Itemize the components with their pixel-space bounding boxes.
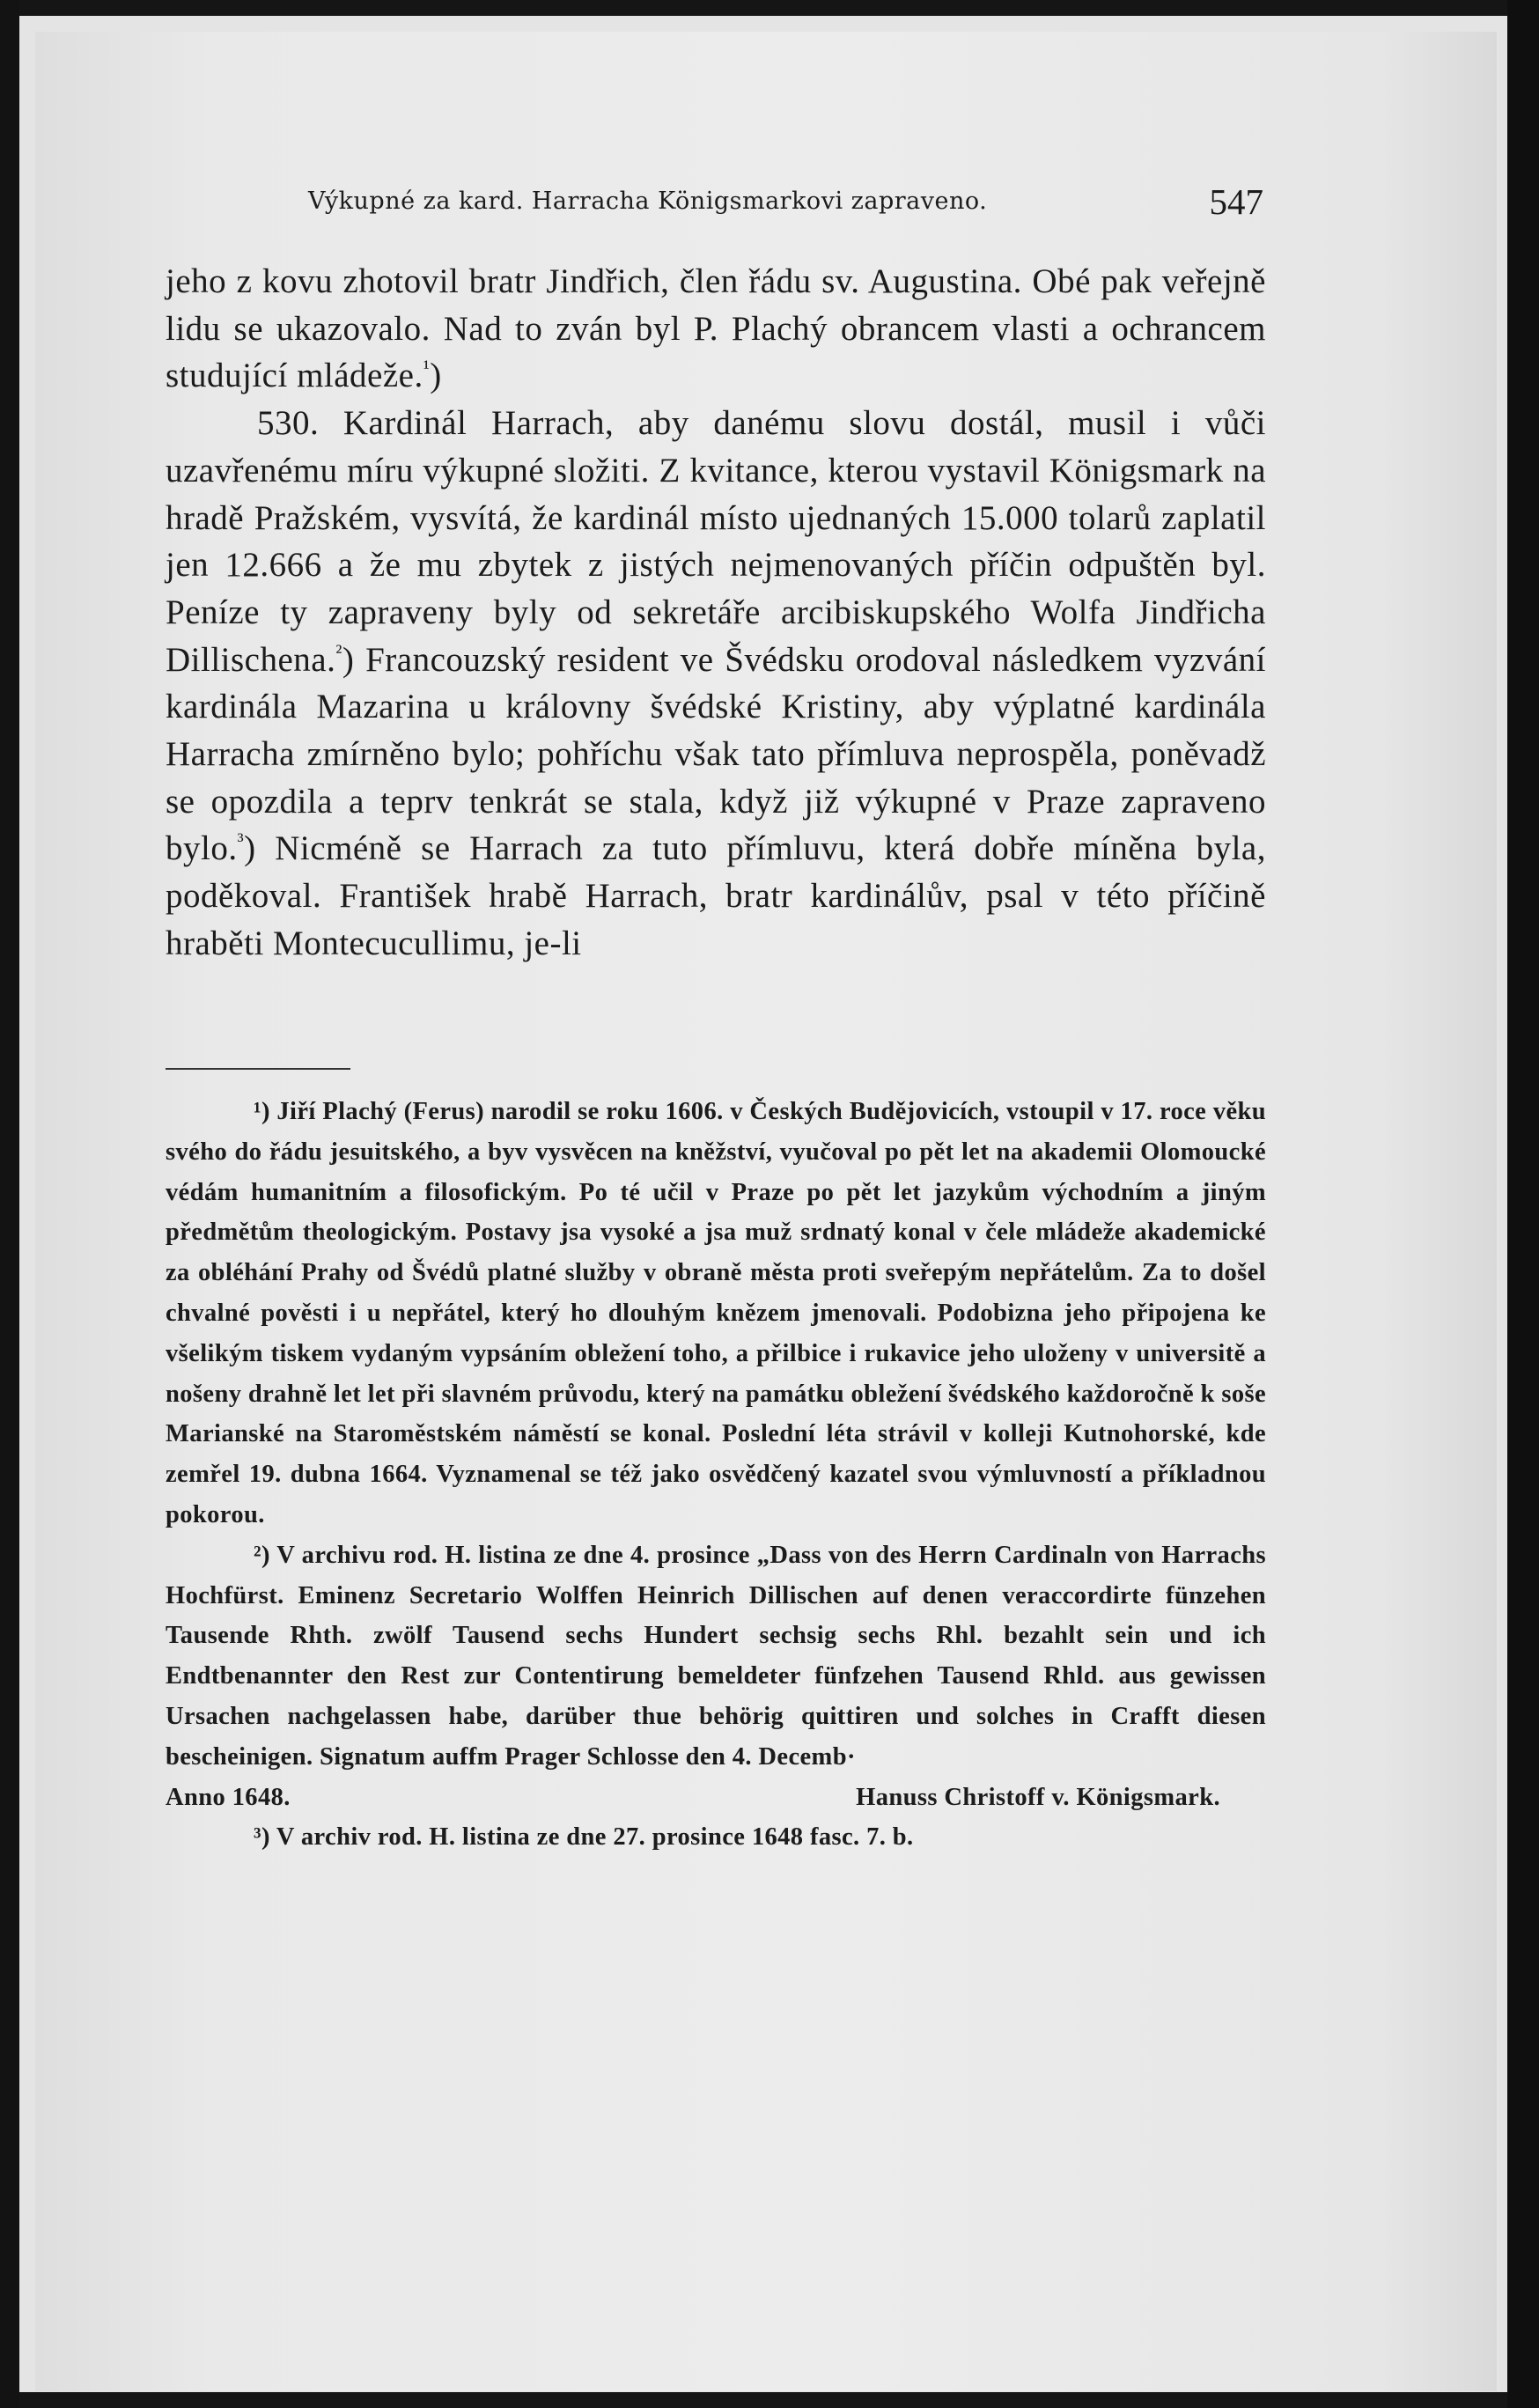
- scan-border-right: [1507, 0, 1539, 2408]
- footnote-ref-1: ¹: [423, 357, 431, 380]
- paragraph-1: jeho z kovu zhotovil bratr Jindřich, člen řádu sv. Augustina. Obé pak veřejně lidu se ukazovalo. Nad to zván byl P. Plachý obrancem vlasti a ochrancem studující mládeže.$^{^1}$): [166, 262, 1266, 395]
- page-number: 547: [1209, 181, 1263, 222]
- scan-border-top: [0, 0, 1539, 16]
- page-header: [167, 180, 1263, 226]
- footnote-2-date: Anno 1648.: [166, 1783, 291, 1811]
- footnote-2: ²) V archivu rod. H. listina ze dne 4. prosince „Dass von des Herrn Cardinaln von Harrachs Hochfürst. Eminenz Secretario Wolffen Heinrich Dillischen auf denen veraccordirte fünzehen Tausende Rhth. zwölf Tausend sechs Hundert sechsig sechs Rhl. bezahlt sein und ich Endtbenannter den Rest zur Contentirung bemeldeter fünfzehen Tausend Rhld. aus gewissen Ursachen nachgelassen habe, darüber thue behörig quittiren und solches in Crafft diesen bescheinigen. Signatum auffm Prager Schlosse den 4. Decemb·: [166, 1541, 1266, 1771]
- footnote-ref-3: ³: [237, 829, 245, 853]
- scan-border-bottom: [0, 2392, 1539, 2408]
- paragraph-530: 530. Kardinál Harrach, aby danému slovu dostál, musil i vůči uzavřenému míru výkupné složiti. Z kvitance, kterou vystavil Königsmark na hradě Pražském, vysvítá, že kardinál místo ujednaných 15.000 tolarů zaplatil jen 12.666 a že mu zbytek z jistých nejmenovaných příčin odpuštěn byl. Peníze ty zapraveny byly od sekretáře arcibiskupského Wolfa Jindřicha Dillischena.$^{^2}$) Francouzský resident ve Švédsku orodoval následkem vyzvání kardinála Mazarina u královny švédské Kristiny, aby výplatné kardinála Harracha zmírněno bylo; pohříchu však tato přímluva neprospěla, poněvadž se opozdila a teprv tenkrát se stala, když již výkupné v Praze zapraveno bylo.$^{^3}$) Nicméně se Harrach za tuto přímluvu, která dobře míněna byla, poděkoval. František hrabě Harrach, bratr kardinálův, psal v této příčině hraběti Montecucullimu, je-li: [166, 404, 1266, 962]
- footnote-3: ³) V archiv rod. H. listina ze dne 27. prosince 1648 fasc. 7. b.: [254, 1823, 914, 1852]
- footnote-ref-2: ²: [335, 640, 342, 664]
- running-title: Výkupné za kard. Harracha Königsmarkovi zapraveno.: [308, 188, 988, 215]
- main-text: [166, 258, 1266, 968]
- footnote-separator: [166, 1068, 350, 1070]
- footnotes: [166, 1092, 1266, 1858]
- footnote-2-signature: [166, 1778, 1266, 1818]
- scan-border-left: [0, 0, 19, 2408]
- footnote-1: ¹) Jiří Plachý (Ferus) narodil se roku 1606. v Českých Budějovicích, vstoupil v 17. roce věku svého do řádu jesuitského, a byv vysvěcen na kněžství, vyučoval po pět let na akademii Olomoucké védám humanitním a filosofickým. Po té učil v Praze po pět let jazykům východním a jiným předmětům theologickým. Postavy jsa vysoké a jsa muž srdnatý konal v čele mládeže akademické za obléhání Prahy od Švédů platné služby v obraně města proti sveřepým nepřátelům. Za to došel chvalné pověsti i u nepřátel, který ho dlouhým knězem jmenovali. Podobizna jeho připojena ke všelikým tiskem vydaným vypsáním obležení toho, a přilbice i rukavice jeho uloženy v universitě a nošeny drahně let let při slavném průvodu, který na památku obležení švédského každoročně k soše Marianské na Staroměstském náměstí se konal. Poslední léta strávil v kolleji Kutnohorské, kde zemřel 19. dubna 1664. Vyznamenal se též jako osvědčený kazatel svou výmluvností a příkladnou pokorou.: [166, 1098, 1267, 1528]
- footnote-2-signer: Hanuss Christoff v. Königsmark.: [856, 1783, 1220, 1811]
